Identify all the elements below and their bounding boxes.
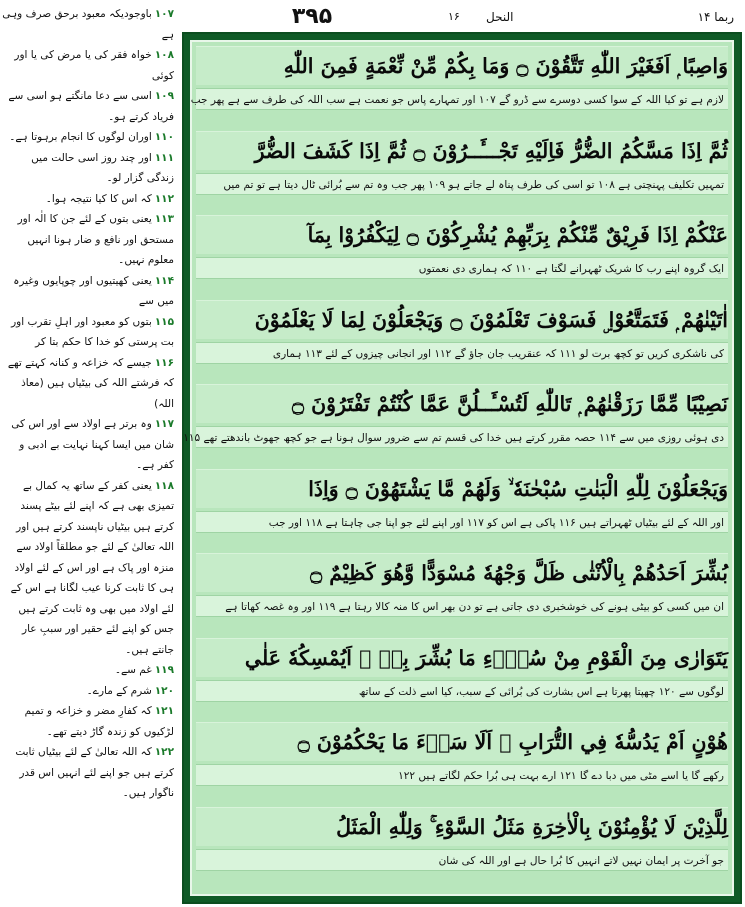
margin-note (2, 681, 176, 702)
translation-line: اور اللہ کے لئے بیٹیاں ٹھہراتے ہیں ۱۱۶ پاکی ہے اس کو ۱۱۷ اور اپنے لئے جو اپنا جی چاہتا ہے ۱۱۸ اور جب (196, 511, 728, 533)
margin-note (2, 189, 176, 210)
margin-note (2, 4, 176, 45)
margin-note (2, 353, 176, 415)
arabic-line: وَيَجْعَلُوْنَ لِلّٰهِ الْبَنٰتِ سُبْحٰنَهٗ ۙ وَلَهُمْ مَّا يَشْتَهُوْنَ ۝ وَاِذَا (196, 469, 728, 508)
margin-note (2, 660, 176, 681)
note-text: کہ اس کا کیا نتیجہ ہوا۔ (45, 192, 152, 205)
note-text: بتوں کو معبود اور اہلِ تقرب اور بت پرستی کو خدا کا حکم بتا کر (11, 315, 174, 348)
margin-note (2, 127, 176, 148)
note-text: جیسے کہ خزاعہ و کنانہ کہتے تھے کہ فرشتے اللہ کی بیٹیاں ہیں (معاذ اللہ) (7, 356, 174, 410)
translation-line: رکھے گا یا اسے مٹی میں دبا دے گا ۱۲۱ ارے بہت ہی بُرا حکم لگاتے ہیں ۱۲۲ (196, 764, 728, 786)
note-number: ۱۰۸ (154, 49, 174, 61)
margin-note (2, 476, 176, 661)
surah-name: النحل (486, 10, 514, 24)
note-text: یعنی بتوں کے لئے جن کا الٰہ اور مستحق اور نافع و ضار ہونا انہیں معلوم نہیں۔ (17, 213, 174, 266)
margin-note (2, 312, 176, 353)
note-text: یعنی کفر کے ساتھ یہ کمال بے تمیزی بھی ہے کہ اپنے لئے بیٹے پسند کرتے ہیں بیٹیاں ناپسند کرتے ہیں اور اللہ تعالیٰ کے لئے جو مطلقاً اولاد سے منزہ اور پاک ہے اور اس کے لئے اولاد ہی کا ثابت کرنا عیب لگانا ہے اس کے لئے اولاد میں بھی وہ ثابت کرتے ہیں جس کو اپنے لئے حقیر اور سببِ عار جانتے ہیں۔ (10, 479, 174, 656)
arabic-line: وَاصِبًا ۭ اَفَغَيْرَ اللّٰهِ تَتَّقُوْنَ ۝ وَمَا بِكُمْ مِّنْ نِّعْمَةٍ فَمِنَ اللّٰهِ (196, 46, 728, 85)
note-number: ۱۱۴ (154, 274, 174, 287)
arabic-line: لِلَّذِيْنَ لَا يُؤْمِنُوْنَ بِالْاٰخِرَةِ مَثَلُ السَّوْءِ ۚ وَلِلّٰهِ الْمَثَلُ (196, 807, 728, 846)
quran-text-area (183, 40, 734, 896)
translation-line: لازم ہے تو کیا اللہ کے سوا کسی دوسرے سے ڈرو گے ۱۰۷ اور تمہارے پاس جو نعمت ہے سب اللہ کی طرف سے ہے پھر جب (196, 88, 728, 110)
note-number: ۱۱۵ (154, 315, 174, 328)
translation-line: لوگوں سے ۱۲۰ چھپتا پھرتا ہے اس بشارت کی بُرائی کے سبب، کیا اسے ذلت کے ساتھ (196, 680, 728, 702)
note-number: ۱۱۶ (154, 356, 174, 369)
note-number: ۱۲۰ (154, 684, 174, 697)
note-number: ۱۲۱ (154, 705, 174, 717)
note-text: خواہ فقر کی یا مرض کی یا اور کوئی (14, 49, 174, 82)
arabic-line: نَصِيْبًا مِّمَّا رَزَقْنٰهُمْ ۭ تَاللّٰهِ لَتُسْـَٔــلُنَّ عَمَّا كُنْتُمْ تَفْتَرُوْنَ ۝ (196, 384, 728, 423)
note-text: اور چند روز اسی حالت میں زندگی گزار لو۔ (31, 151, 174, 184)
margin-notes (2, 4, 176, 904)
page-number: ۳۹۵ (291, 4, 333, 29)
arabic-line: هُوْنٍ اَمْ يَدُسُّهٗ فِي التُّرَابِ ۭ اَلَا سَاۗءَ مَا يَحْكُمُوْنَ ۝ (196, 722, 728, 761)
note-text: باوجودیکہ معبود برحق صرف وہی ہے (2, 8, 174, 41)
margin-note (2, 271, 176, 312)
note-number: ۱۱۳ (154, 213, 174, 225)
translation-line: کی ناشکری کریں تو کچھ برت لو ۱۱۱ کہ عنقریب جان جاؤ گے ۱۱۲ اور انجانی چیزوں کے لئے ۱۱۳ ہماری (196, 342, 728, 364)
margin-note (2, 701, 176, 742)
note-number: ۱۱۲ (154, 192, 174, 205)
translation-line: ان میں کسی کو بیٹی ہونے کی خوشخبری دی جاتی ہے تو دن بھر اس کا منہ کالا رہتا ہے ۱۱۹ اور وہ غصہ کھاتا ہے (196, 595, 728, 617)
note-text: وہ برتر ہے اولاد سے اور اس کی شان میں ایسا کہنا نہایت بے ادبی و کفر ہے۔ (11, 418, 174, 471)
note-text: شرم کے مارے۔ (86, 684, 152, 697)
note-text: کہ اللہ تعالیٰ کے لئے بیٹیاں ثابت کرتے ہیں جو اپنے لئے انہیں اس قدر ناگوار ہیں۔ (15, 746, 174, 799)
margin-note (2, 45, 176, 86)
margin-note (2, 742, 176, 804)
arabic-line: ثُمَّ اِذَا مَسَّكُمُ الضُّرُّ فَاِلَيْهِ تَجْـــَٔــرُوْنَ ۝ ثُمَّ اِذَا كَشَفَ الضُّرَّ (196, 131, 728, 170)
translation-line: تمہیں تکلیف پہنچتی ہے ۱۰۸ تو اسی کی طرف پناہ لے جاتے ہو ۱۰۹ پھر جب وہ تم سے بُرائی ٹال دیتا ہے تو تم میں (196, 173, 728, 195)
arabic-line: عَنْكُمْ اِذَا فَرِيْقٌ مِّنْكُمْ بِرَبِّهِمْ يُشْرِكُوْنَ ۝ لِيَكْفُرُوْا بِمَآ (196, 215, 728, 254)
note-text: غم سے۔ (114, 664, 152, 676)
arabic-line: اٰتَيْنٰهُمْ ۭ فَتَمَتَّعُوْا ۣ فَسَوْفَ تَعْلَمُوْنَ ۝ وَيَجْعَلُوْنَ لِمَا لَا يَعْلَمُوْنَ (196, 300, 728, 339)
note-text: اوران لوگوں کا انجام برہوتا ہے۔ (9, 131, 152, 143)
margin-note (2, 86, 176, 127)
note-text: یعنی کھیتیوں اور چوپایوں وغیرہ میں سے (13, 274, 174, 307)
juz-label: ربما ۱۴ (697, 10, 734, 24)
translation-line: جو آخرت پر ایمان نہیں لاتے انہیں کا بُرا حال ہے اور اللہ کی شان (196, 849, 728, 871)
note-text: اسی سے دعا مانگتے ہو اسی سے فریاد کرتے ہو۔ (8, 90, 174, 123)
note-number: ۱۰۷ (154, 8, 174, 20)
arabic-line: يَتَوَارٰى مِنَ الْقَوْمِ مِنْ سُوْۗءِ مَا بُشِّرَ بِهٖ ۭ اَيُمْسِكُهٗ عَلٰي (196, 638, 728, 677)
note-number: ۱۱۸ (154, 479, 174, 492)
translation-line: ایک گروہ اپنے رب کا شریک ٹھہرانے لگتا ہے ۱۱۰ کہ ہماری دی نعمتوں (196, 257, 728, 279)
note-number: ۱۱۹ (154, 664, 174, 676)
note-number: ۱۱۰ (154, 131, 174, 143)
note-text: کہ کفارِ مضر و خزاعہ و تمیم لڑکیوں کو زندہ گاڑ دیتے تھے۔ (24, 705, 174, 738)
margin-note (2, 414, 176, 476)
quran-frame (182, 32, 742, 904)
note-number: ۱۱۷ (154, 418, 174, 430)
margin-note (2, 148, 176, 189)
translation-line: دی ہوئی روزی میں سے ۱۱۴ حصہ مقرر کرتے ہیں خدا کی قسم تم سے ضرور سوال ہونا ہے جو کچھ جھوٹ باندھتے تھے ۱۱۵ (196, 426, 728, 448)
note-number: ۱۱۱ (154, 151, 174, 164)
arabic-line: بُشِّرَ اَحَدُهُمْ بِالْاُنْثٰى ظَلَّ وَجْهُهٗ مُسْوَدًّا وَّهُوَ كَظِيْمٌ ۝ (196, 553, 728, 592)
surah-number: ۱۶ (448, 10, 460, 23)
note-number: ۱۲۲ (154, 746, 174, 758)
margin-note (2, 209, 176, 271)
note-number: ۱۰۹ (154, 90, 174, 102)
page-header (186, 2, 742, 32)
